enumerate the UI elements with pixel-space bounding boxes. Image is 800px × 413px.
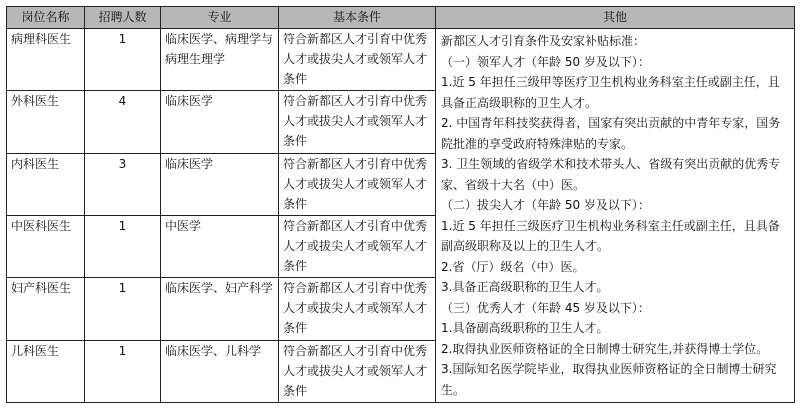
table-row <box>7 29 795 91</box>
condition-cell: 符合新都区人才引育中优秀人才或拔尖人才或领军人才条件 <box>279 215 436 277</box>
other-line: （一）领军人才（年龄 50 岁及以下）： <box>441 54 650 69</box>
header-condition: 基本条件 <box>279 7 436 29</box>
other-line: 3.国际知名医学院毕业，取得执业医师资格证的全日制博士研究生。 <box>441 362 777 397</box>
count-cell: 4 <box>85 91 161 153</box>
other-line: 1.具备副高级职称的卫生人才。 <box>441 321 609 335</box>
count-cell: 3 <box>85 153 161 215</box>
position-cell: 儿科医生 <box>7 340 85 402</box>
header-major: 专业 <box>161 7 279 29</box>
position-cell: 内科医生 <box>7 153 85 215</box>
major-cell: 临床医学 <box>161 153 279 215</box>
table-header <box>7 7 795 29</box>
other-line: 新都区人才引育条件及安家补贴标准： <box>441 34 646 48</box>
other-cell <box>436 29 795 403</box>
major-cell: 临床医学、病理学与病理生理学 <box>161 29 279 91</box>
other-line: （三）优秀人才（年龄 45 岁及以下）： <box>441 300 650 315</box>
count-cell: 1 <box>85 340 161 402</box>
major-cell: 中医学 <box>161 215 279 277</box>
recruitment-table <box>6 6 795 403</box>
header-count: 招聘人数 <box>85 7 161 29</box>
table-body <box>7 29 795 403</box>
count-cell: 1 <box>85 215 161 277</box>
count-cell: 1 <box>85 278 161 340</box>
other-line: 2.取得执业医师资格证的全日制博士研究生,并获得博士学位。 <box>441 341 769 356</box>
major-cell: 临床医学 <box>161 91 279 153</box>
header-row <box>7 7 795 29</box>
condition-cell: 符合新都区人才引育中优秀人才或拔尖人才或领军人才条件 <box>279 29 436 91</box>
position-cell: 病理科医生 <box>7 29 85 91</box>
other-line: 2.省（厅）级名（中）医。 <box>441 259 585 274</box>
header-position: 岗位名称 <box>7 7 85 29</box>
other-line: 2. 中国青年科技奖获得者，国家有突出贡献的中青年专家，国务院批准的享受政府特殊津贴的专家。 <box>441 116 781 151</box>
other-line: 1.近 5 年担任三级甲等医疗卫生机构业务科室主任或副主任，且具备正高级职称的卫生人才。 <box>441 75 780 110</box>
major-cell: 临床医学、妇产科学 <box>161 278 279 340</box>
other-line: （二）拔尖人才（年龄 50 岁及以下）： <box>441 198 650 212</box>
other-line: 1.近 5 年担任三级医疗卫生机构业务科室主任或副主任，且具备副高级职称及以上的卫生人才。 <box>441 218 780 253</box>
condition-cell: 符合新都区人才引育中优秀人才或拔尖人才或领军人才条件 <box>279 278 436 340</box>
position-cell: 中医科医生 <box>7 215 85 277</box>
header-other: 其他 <box>436 7 795 29</box>
other-line: 3. 卫生领域的省级学术和技术带头人、省级有突出贡献的优秀专家、省级十大名（中）医。 <box>441 157 781 192</box>
major-cell: 临床医学、儿科学 <box>161 340 279 402</box>
other-line: 3.具备正高级职称的卫生人才。 <box>441 280 609 294</box>
count-cell: 1 <box>85 29 161 91</box>
condition-cell: 符合新都区人才引育中优秀人才或拔尖人才或领军人才条件 <box>279 153 436 215</box>
position-cell: 外科医生 <box>7 91 85 153</box>
condition-cell: 符合新都区人才引育中优秀人才或拔尖人才或领军人才条件 <box>279 340 436 402</box>
condition-cell: 符合新都区人才引育中优秀人才或拔尖人才或领军人才条件 <box>279 91 436 153</box>
position-cell: 妇产科医生 <box>7 278 85 340</box>
